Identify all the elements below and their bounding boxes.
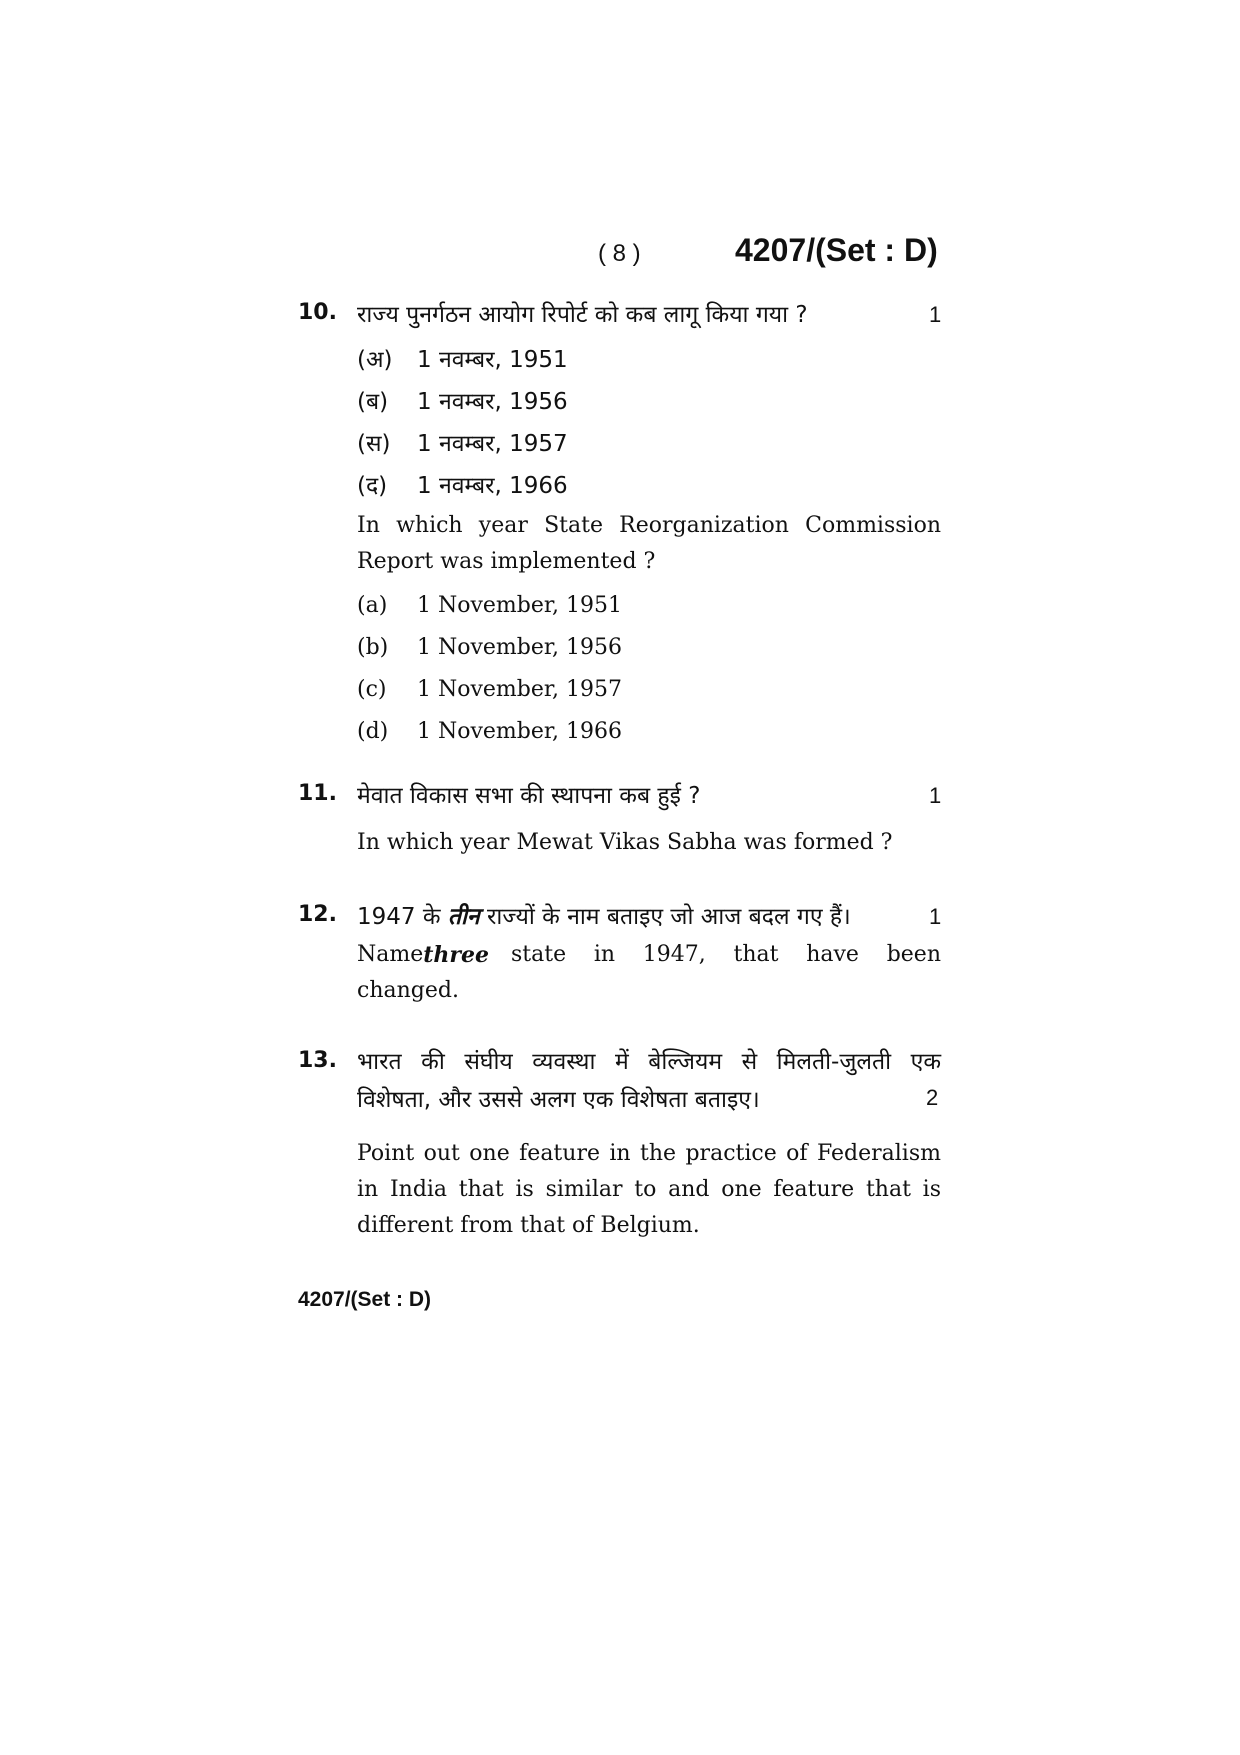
english-text-post: state in 1947, that have been <box>511 942 941 967</box>
option-text: 1 नवम्बर, 1957 <box>417 431 568 457</box>
question-text-english-line2: changed. <box>357 978 459 1003</box>
question-number: 13. <box>298 1048 337 1073</box>
question-number: 11. <box>298 781 337 806</box>
question-text-english: In which year Mewat Vikas Sabha was formed ? <box>357 830 893 855</box>
option-text: 1 November, 1956 <box>417 635 622 660</box>
option-text: 1 November, 1966 <box>417 719 622 744</box>
option-label: (a) <box>357 593 388 618</box>
question-marks: 1 <box>929 783 942 808</box>
option-label: (ब) <box>357 389 389 415</box>
question-number: 10. <box>298 300 337 325</box>
option-label: (c) <box>357 677 387 702</box>
english-emphasis: three <box>423 942 489 968</box>
question-text-hindi-line1: भारत की संघीय व्यवस्था में बेल्जियम से मिलती-जुलती एक <box>357 1049 941 1075</box>
question-text-hindi: मेवात विकास सभा की स्थापना कब हुई ? <box>357 783 701 809</box>
option-label: (d) <box>357 719 389 744</box>
question-text-english: In which year State Reorganization Commission Report was implemented ? <box>357 513 941 574</box>
option-text: 1 नवम्बर, 1951 <box>417 347 568 373</box>
hindi-text-pre: 1947 के <box>357 904 441 930</box>
question-text-hindi <box>357 899 851 931</box>
question-number: 12. <box>298 902 337 927</box>
hindi-text-post: राज्यों के नाम बताइए जो आज बदल गए हैं। <box>486 904 851 930</box>
question-text-hindi-line2: विशेषता, और उससे अलग एक विशेषता बताइए। <box>357 1087 760 1113</box>
question-text-english: Point out one feature in the practice of Federalism in India that is similar to and one feature that is different from that of Belgium. <box>357 1141 941 1238</box>
option-text: 1 November, 1951 <box>417 593 622 618</box>
question-text-hindi: राज्य पुनर्गठन आयोग रिपोर्ट को कब लागू किया गया ? <box>357 302 808 328</box>
option-text: 1 November, 1957 <box>417 677 622 702</box>
question-marks: 2 <box>926 1085 939 1110</box>
page-number: ( 8 ) <box>598 240 641 267</box>
option-label: (स) <box>357 431 391 457</box>
question-text-english-line1 <box>357 942 941 968</box>
question-marks: 1 <box>929 302 942 327</box>
option-label: (अ) <box>357 347 393 373</box>
english-text-pre: Name <box>357 942 424 967</box>
option-text: 1 नवम्बर, 1966 <box>417 473 568 499</box>
question-marks: 1 <box>929 904 942 929</box>
option-text: 1 नवम्बर, 1956 <box>417 389 568 415</box>
option-label: (द) <box>357 473 388 499</box>
option-label: (b) <box>357 635 389 660</box>
hindi-emphasis: तीन <box>447 904 480 930</box>
paper-code-footer: 4207/(Set : D) <box>298 1288 432 1311</box>
paper-code-header: 4207/(Set : D) <box>735 232 938 268</box>
